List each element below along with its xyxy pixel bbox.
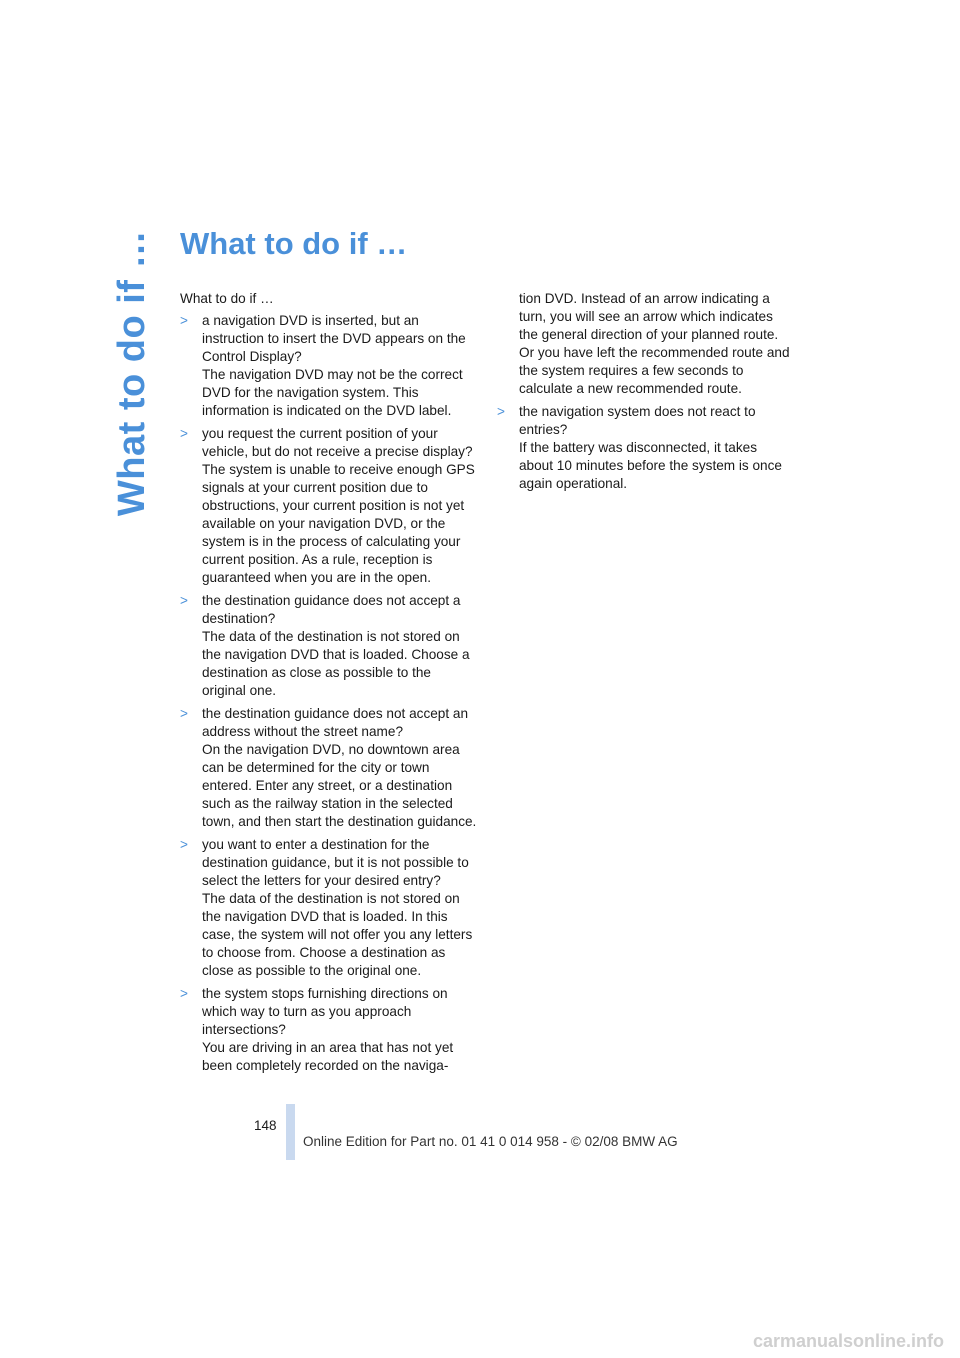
item-answer: The data of the destination is not stored on the navigation DVD that is loaded. In this case, the system will not offer you any letters to choose from. Choose a destination as close as possible to the original one. [202, 891, 473, 978]
item-answer: The data of the destination is not stored on the navigation DVD that is loaded. Choose a destination as close as possible to the original one. [202, 629, 470, 698]
list-item [180, 312, 478, 420]
item-question: the destination guidance does not accept a destination? [202, 593, 461, 626]
bullet-marker: > [180, 837, 188, 852]
bullet-marker: > [180, 706, 188, 721]
continued-answer: tion DVD. Instead of an arrow indicating a turn, you will see an arrow which indicates the general direction of your planned route. Or you have left the recommended route and the system requires a few seconds to calculate a new recommended route. [519, 291, 790, 396]
page-number: 148 [254, 1118, 277, 1133]
item-answer: On the navigation DVD, no downtown area can be determined for the city or town entered. Enter any street, or a destination such as the railway station in the selected town, and then start the destination guidance. [202, 742, 477, 829]
list-item [497, 403, 793, 493]
bullet-marker: > [180, 426, 188, 441]
list-item [180, 705, 478, 831]
bullet-marker: > [497, 404, 505, 419]
list-item [180, 425, 478, 587]
item-question: the navigation system does not react to entries? [519, 404, 756, 437]
watermark: carmanualsonline.info [752, 1331, 944, 1351]
footer-accent-bar [286, 1104, 295, 1160]
item-question: the destination guidance does not accept an address without the street name? [202, 706, 469, 739]
page-title: What to do if … [180, 226, 408, 261]
item-question: you request the current position of your vehicle, but do not receive a precise display? [202, 426, 473, 459]
bullet-marker: > [180, 313, 188, 328]
right-column [497, 290, 793, 498]
item-question: the system stops furnishing directions on which way to turn as you approach intersections? [202, 986, 448, 1037]
bullet-marker: > [180, 986, 188, 1001]
item-answer: The system is unable to receive enough GPS signals at your current position due to obstructions, your current position is not yet available on your navigation DVD, or the system is in the process of calculating your current position. As a rule, reception is guaranteed when you are in the open. [202, 462, 475, 585]
side-chapter-tab [108, 230, 156, 517]
item-question: a navigation DVD is inserted, but an instruction to insert the DVD appears on the Control Display? [202, 313, 466, 364]
intro-text: What to do if … [180, 291, 274, 306]
bullet-marker: > [180, 593, 188, 608]
item-answer: You are driving in an area that has not yet been completely recorded on the naviga- [202, 1040, 454, 1073]
item-answer: The navigation DVD may not be the correct DVD for the navigation system. This information is indicated on the DVD label. [202, 367, 463, 418]
list-item [180, 836, 478, 980]
left-column [180, 290, 478, 1080]
list-item [180, 592, 478, 700]
footer-edition-text: Online Edition for Part no. 01 41 0 014 958 - © 02/08 BMW AG [303, 1134, 678, 1149]
list-item [180, 985, 478, 1075]
item-question: you want to enter a destination for the destination guidance, but it is not possible to select the letters for your desired entry? [202, 837, 469, 888]
side-chapter-label: What to do if … [110, 230, 153, 517]
item-answer: If the battery was disconnected, it takes about 10 minutes before the system is once again operational. [519, 440, 782, 491]
